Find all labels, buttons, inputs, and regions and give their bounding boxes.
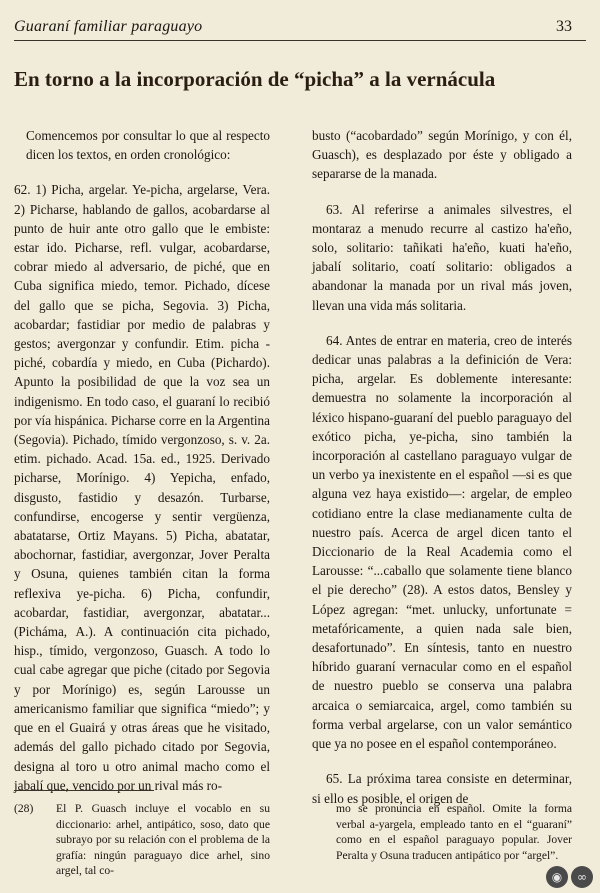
right-column [312, 126, 572, 808]
corner-logo-icons [546, 866, 594, 888]
paragraph-65: 65. La próxima tarea consiste en determinar, si ello es posible, el origen de [312, 771, 572, 806]
footnote-left [14, 801, 270, 879]
article-title: En torno a la incorporación de “picha” a la vernácula [14, 67, 496, 91]
archive-logo-icon: ◉ [546, 866, 568, 888]
paragraph-62: 62. 1) Picha, argelar. Ye-picha, argelarse, Vera. 2) Picharse, hablando de gallos, acobardarse al punto de huir ante otro gallo que le embiste: estar ido. Picharse, refl. vulgar, acobardarse, cobrar miedo al adversario, de piché, que en Cuba significa miedo, temor. Pichado, dícese del gallo que se picha, Segovia. 3) Picha, acobardar; fastidiar por medio de palabras y gestos; avergonzar y confundir. Etim. picha - piché, cobardía y miedo, en Cuba (Pichardo). Apunto la posibilidad de que la voz sea un indigenismo. En todo caso, el guaraní lo recibió por vía hispánica. Picharse corre en la Argentina (Segovia). Pichado, tímido vergonzoso, s. v. 2a. etim. pichado. Acad. 15a. ed., 1925. Derivado picharse, Morínigo. 4) Yepicha, enfado, disgusto, fastidio y desazón. Turbarse, confundirse, encogerse y sentir vergüenza, abatatarse, Ortiz Mayans. 5) Picha, abatatar, abochornar, fastidiar, avergonzar, Jover Peralta y Osuna, quienes también citan la forma reflexiva ye-picha. 6) Picha, confundir, acobardar, fastidiar, avergonzar, abatatar... (Pichámа, A.). A continuación cita pichado, hisp., tímido, vergonzoso, Guasch. A todo lo cual cabe agregar que piche (citado por Segovia y por Morínigo) es, según Larousse un americanismo familiar que significa “miedo”; y que en el Guairá y otras áreas que he visitado, además del gallo pichado citado por Segovia, designa al toro u otro animal macho como el jabalí que, vencido por un rival más ro- [14, 182, 270, 793]
paragraph-intro: Comencemos por consultar lo que al respecto dicen los textos, en orden cronológico: [26, 128, 270, 163]
footnote-text-right: mo se pronuncia en español. Omite la forma verbal a-yargela, empleado tanto en el “guaraní” como en el español paraguayo popular. Jover Peralta y Osuna traducen antipático por “argel”. [336, 802, 572, 862]
paragraph-continued: busto (“acobardado” según Morínigo, y con él, Guasch), es desplazado por éste y obligado a separarse de la manada. [312, 128, 572, 182]
page-number: 33 [556, 18, 572, 35]
paragraph-63: 63. Al referirse a animales silvestres, el montaraz a menudo recurre al castizo ha'eño, solo, solitario: tañikati ha'eño, kuati ha'eño, jabalí solitario, coatí solitario: obligados a abandonar la manada por un rival más joven, llevan una vida más solitaria. [312, 201, 572, 313]
running-header [14, 18, 586, 41]
link-icon[interactable]: ∞ [571, 866, 593, 888]
footnote-right [336, 801, 572, 863]
running-title: Guaraní familiar paraguayo [14, 18, 203, 35]
left-column [14, 126, 270, 795]
footnote-rule [14, 790, 154, 791]
paragraph-64: 64. Antes de entrar en materia, creo de interés dedicar unas palabras a la definición de Vera: picha, argelar. Es doblemente interesante: demuestra no solamente la incorporación al léxico hispano-guaraní del pueblo paraguayo del exótico picha, ye-picha, sino también la incorporación al castellano paraguayo vulgar de un verbo ya inexistente en el español —si es que alguna vez haya existido—: argelar, de empleo cotidiano entre la clase medianamente culta de nuestro país. Acerca de argel dicen tanto el Diccionario de la Real Academia como el Larousse: “...caballo que solamente tiene blanco el pie derecho” (28). A estos datos, Bensley y López agregan: “met. unlucky, unfortunate = metafóricamente, a quien nada sale bien, desafortunado”. En síntesis, tanto en nuestro híbrido guaraní vernacular como en el español de nuestro pueblo se conserva una palabra arcaica o semiarcaica, argel, como también su forma verbal argelarse, con un valor semántico que ya no posee en el español contemporáneo. [312, 332, 572, 752]
footnote-marker: (28) [14, 802, 34, 815]
footnote-text-left: El P. Guasch incluye el vocablo en su diccionario: arhel, antipático, soso, dato que subrayo por su relación con el problema de la grafía: ningún paraguayo dice arhel, sino argel, tal co- [56, 802, 270, 877]
